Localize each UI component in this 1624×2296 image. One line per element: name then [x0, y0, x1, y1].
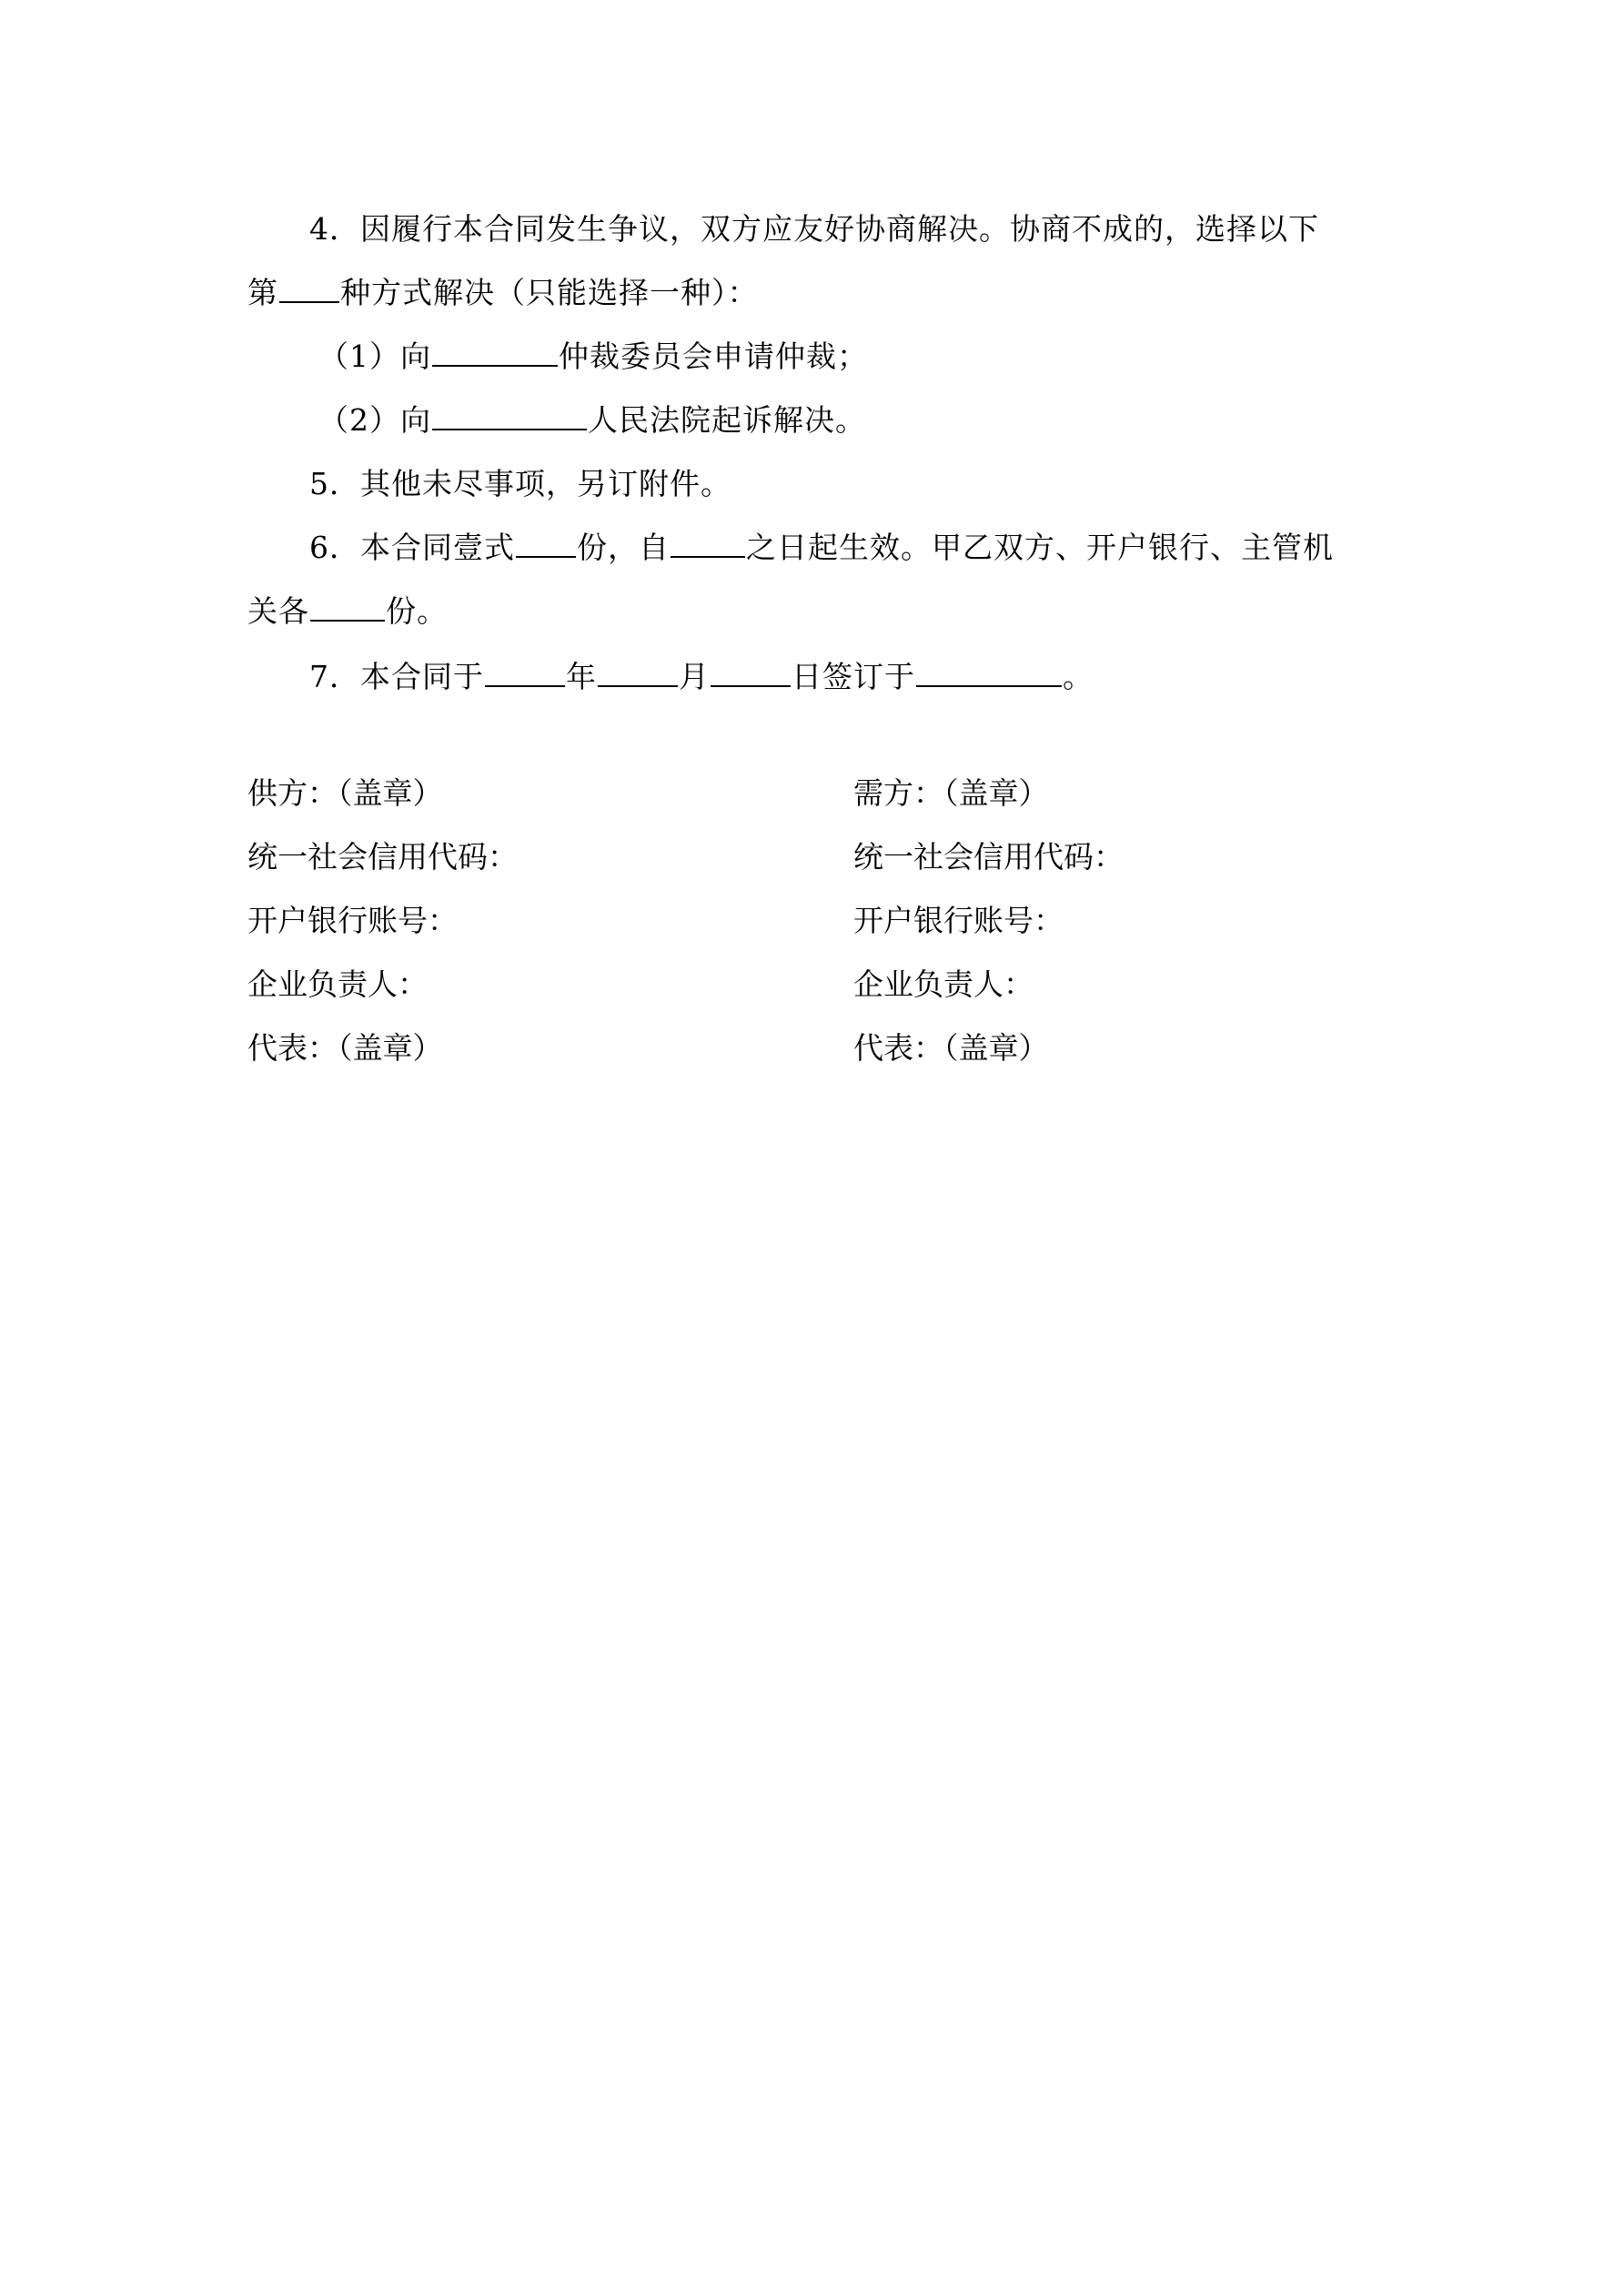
arbitration-commission-blank[interactable]	[432, 338, 558, 367]
clause-6-line-2	[247, 592, 448, 632]
year-label: 年	[566, 659, 597, 694]
court-blank[interactable]	[432, 401, 587, 430]
clause-5-line	[309, 464, 731, 504]
option-2-suffix: 人民法院起诉解决。	[588, 402, 866, 438]
clause-7-line	[309, 657, 1094, 697]
clause-4-text: 4．因履行本合同发生争议，双方应友好协商解决。协商不成的，选择以下	[309, 211, 1319, 247]
option-1-line	[318, 337, 868, 377]
supplier-party: 供方：（盖章）	[247, 775, 443, 811]
month-label: 月	[679, 659, 710, 694]
clause-6-prefix: 6．本合同壹式	[309, 530, 515, 565]
clause-6-line-1	[309, 528, 1334, 568]
buyer-credit-code: 统一社会信用代码：	[853, 839, 1124, 875]
clause-7-prefix: 7．本合同于	[309, 659, 484, 694]
effective-date-blank[interactable]	[671, 529, 745, 558]
buyer-party: 需方：（盖章）	[853, 775, 1049, 811]
clause-6-line-2-suffix: 份。	[386, 593, 448, 629]
dispute-method-blank[interactable]	[279, 274, 339, 303]
option-2-line	[318, 400, 866, 440]
clause-6-middle: 份，自	[577, 530, 670, 565]
option-1-prefix: （1）向	[318, 339, 431, 374]
option-1-suffix: 仲裁委员会申请仲裁；	[559, 339, 868, 374]
supplier-representative: 代表：（盖章）	[247, 1030, 443, 1066]
copies-blank[interactable]	[516, 529, 576, 558]
option-2-prefix: （2）向	[318, 402, 431, 438]
sign-location-prefix: 日签订于	[792, 659, 915, 694]
clause-7-end: 。	[1063, 659, 1094, 694]
clause-6-line-2-prefix: 关各	[247, 593, 309, 629]
clause-4-suffix: 种方式解决（只能选择一种）：	[340, 275, 759, 310]
sign-day-blank[interactable]	[711, 658, 791, 687]
sign-year-blank[interactable]	[485, 658, 565, 687]
buyer-responsible: 企业负责人：	[853, 966, 1034, 1002]
sign-month-blank[interactable]	[598, 658, 678, 687]
buyer-bank-account: 开户银行账号：	[853, 903, 1064, 938]
buyer-representative: 代表：（盖章）	[853, 1030, 1049, 1066]
supplier-responsible: 企业负责人：	[247, 966, 428, 1002]
supplier-bank-account: 开户银行账号：	[247, 903, 458, 938]
clause-4-line-2	[247, 273, 759, 313]
each-copies-blank[interactable]	[310, 592, 385, 622]
clause-4-line-1	[309, 209, 1319, 249]
clause-4-prefix: 第	[247, 275, 278, 310]
clause-6-suffix: 之日起生效。甲乙双方、开户银行、主管机	[746, 530, 1334, 565]
clause-5-text: 5．其他未尽事项，另订附件。	[309, 466, 731, 501]
supplier-credit-code: 统一社会信用代码：	[247, 839, 518, 875]
sign-location-blank[interactable]	[916, 658, 1062, 687]
